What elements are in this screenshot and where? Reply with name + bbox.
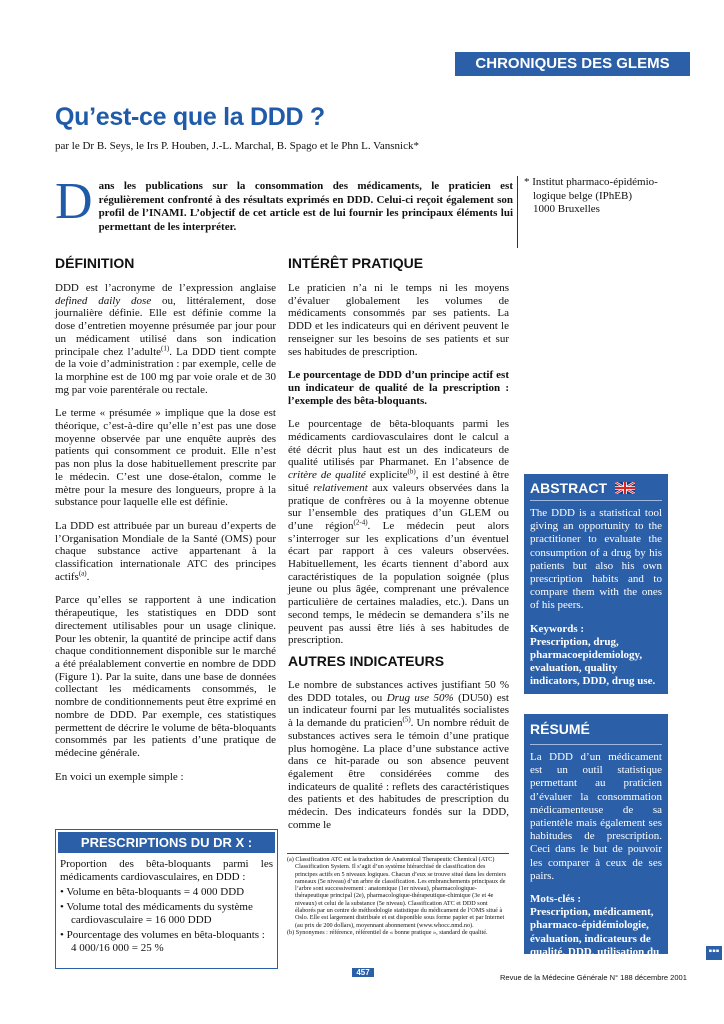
affiliation-line: 1000 Bruxelles — [533, 203, 600, 215]
footnote-a: (a) Classification ATC est la traduction de Anatomical Therapeutic Chemical (ATC) Classification System. Il s’agit d’un système hiérarchisé de classification des principes actifs en 5 niveaux logiques. Chacun d’eux se trouve situé dans les derniers rameaux (5e niveau) d’un arbre de classification. Les embranchements principaux de l’arbre sont successivement : anatomique (1er niveau), pharmacologique-thérapeutique principal (2e), pharmacologique-thérapeutique-chimique (3e et 4e niveaux) et celui de la substance (5e niveau). Classification ATC et DDD sont élaborés par un centre de méthodologie statistique du médicament de l’OMS situé à Oslo. Elle est largement distribuée et est disponible sous forme papier et par Internet (au prix de 200 dollars), moyennant abonnement (www.whocc.nmd.no). — [287, 856, 507, 929]
interet-paragraph: Le pourcentage de bêta-bloquants parmi les médicaments cardiovasculaires dont le calcul a été décrit plus haut est un des indicateurs de qualité utilisés par Pharmanet. En l’absence de critère de qualité explicite$^{(b)}$, il est destiné à être situé relativement aux valeurs observées dans la pratique de confrères ou à la moyenne obtenue sur l’ensemble des pratiques d’un GLEM ou d’une région$^{(2-4)}$. Le médecin peut alors s’interroger sur les explications d’un éventuel écart par rapport à ces valeurs observées. Habituellement, les écarts tiennent d’abord aux caractéristiques de la population soignée (plus jeune ou plus âgée, comprenant une prévalence particulière de certaines maladies, etc.). Dans un second temps, le médecin se demandera s’ils ne peuvent pas aussi être liés à ses habitudes de prescription. — [288, 418, 509, 647]
definition-paragraph: Parce qu’elles se rapportent à une indication thérapeutique, les statistiques en DDD sont directement utilisables pour un usage clinique. Pour les obtenir, la quantité de principe actif dans chaque conditionnement disponible sur le marché a été préalablement convertie en nombre de DDD (Figure 1). Par la suite, dans une base de données collectant les médicaments consommés, le nombre de conditionnements peut être exprimé en nombre de DDD. Par exemple, ces statistiques permettent de décrire le volume de bêta-bloquants consommés par les patients d’une pratique de médecine générale. — [55, 594, 276, 759]
drop-cap: D — [55, 173, 93, 230]
resume-panel — [524, 714, 668, 972]
prescriptions-item: • Volume total des médicaments du système cardiovasculaire = 16 000 DDD — [60, 901, 253, 926]
article-title: Qu’est-ce que la DDD ? — [55, 103, 325, 131]
abstract-keywords: Prescription, drug, pharmacoepidemiology, evaluation, quality indicators, DDD, drug use. — [530, 635, 656, 688]
definition-paragraph: La DDD est attribuée par un bureau d’experts de l’Organisation Mondiale de la Santé (OMS) pour chaque substance active appartenant à la classification internationale ATC des principes actifs$^{(a)}$. — [55, 519, 276, 583]
heading-definition: DÉFINITION — [55, 255, 135, 271]
prescriptions-box-title: PRESCRIPTIONS DU DR X : — [58, 832, 275, 853]
affiliation-marker: * — [524, 176, 530, 188]
resume-keywords: Prescription, médicament, pharmaco-épidémiologie, évaluation, indicateurs de qualité, DDD, utilisation du médicament. — [530, 906, 660, 972]
uk-flag-icon — [615, 482, 635, 494]
affiliation-line: Institut pharmaco-épidémio-logique belge (IPhEB) — [532, 176, 658, 202]
autres-column — [288, 679, 509, 842]
footnotes — [287, 856, 509, 936]
footnote-rule — [287, 853, 509, 854]
heading-interet-pratique: INTÉRÊT PRATIQUE — [288, 255, 424, 271]
journal-reference: Revue de la Médecine Générale N° 188 décembre 2001 — [500, 973, 687, 982]
prescriptions-box — [55, 829, 278, 969]
interet-highlight: Le pourcentage de DDD d’un principe actif est un indicateur de qualité de la prescription : l’exemple des bêta-bloquants. — [288, 369, 509, 407]
abstract-heading: ABSTRACT — [530, 480, 607, 496]
abstract-keywords-label: Keywords : — [530, 622, 585, 635]
article-intro — [55, 173, 513, 234]
prescriptions-item: • Volume en bêta-bloquants = 4 000 DDD — [60, 886, 245, 898]
definition-paragraph: En voici un exemple simple : — [55, 770, 184, 783]
prescriptions-item: • Pourcentage des volumes en bêta-bloquants : 4 000/16 000 = 25 % — [60, 929, 265, 954]
autres-paragraph: Le nombre de substances actives justifiant 50 % des DDD totales, ou Drug use 50% (DU50) est un indicateur fourni par les mutualités socialistes à la demande du praticien$^{(5)}$. Un nombre réduit de substances actives sera le témoin d’une pratique plus homogène. La place d’une substance active dans ce hit-parade ou son absence peuvent également être considérées comme des indicateurs de qualité : reflets des caractéristiques des patients et des habitudes de prescription du médecin. Des indicateurs fondés sur la DDD, comme le — [288, 679, 509, 831]
continue-marker: ▪▪▪ — [706, 946, 722, 960]
abstract-text: The DDD is a statistical tool giving an opportunity to the practitioner to evaluate the consumption of a drug by his patients but also his own prescription habits and to compare them with the ones of his peers. — [530, 507, 662, 612]
definition-paragraph: Le terme « présumée » implique que la dose est théorique, c’est-à-dire qu’elle n’est pas une dose moyenne observée par une enquête auprès des patients qui consomment ce produit. Elle n’est pas non plus la dose habituellement prescrite par le médecin. C’est une dose-étalon, comme le mètre pour la mesure des longueurs, propre à la substance pour laquelle elle est définie. — [55, 407, 276, 509]
resume-keywords-label: Mots-clés : — [530, 893, 582, 906]
prescriptions-intro: Proportion des bêta-bloquants parmi les médicaments cardiovasculaires, en DDD : — [60, 858, 273, 883]
heading-autres-indicateurs: AUTRES INDICATEURS — [288, 653, 445, 669]
interet-paragraph: Le praticien n’a ni le temps ni les moyens d’évaluer globalement les volumes de médicaments consommés par ses patients. La DDD et les indicateurs qui en dérivent peuvent le renseigner sur les besoins de ses patients et sur ses habitudes de prescription. — [288, 282, 509, 358]
interet-column — [288, 282, 509, 658]
footnote-b: (b) Synonymes : référence, référentiel de « bonne pratique », standard de qualité. — [287, 928, 488, 936]
page-number: 457 — [352, 968, 374, 977]
section-banner: CHRONIQUES DES GLEMS — [455, 52, 690, 76]
affiliation — [524, 176, 674, 217]
definition-paragraph: DDD est l’acronyme de l’expression anglaise defined daily dose ou, littéralement, dose journalière définie. Elle est définie comme la dose d’entretien moyenne présumée par jour pour un médicament utilisé dans son indication principale chez l’adulte$^{(1)}$. La DDD tient compte de la voie d’administration : par exemple, celle de la morphine est de 100 mg par voie orale et de 30 mg par voie parentérale ou rectale. — [55, 282, 276, 396]
affiliation-divider — [517, 176, 518, 248]
intro-text: ans les publications sur la consommation des médicaments, le praticien est régulièrement confronté à des résultats exprimés en DDD. Celui-ci reçoit également son profil de l’INAMI. L’objectif de cet article est de lui fournir les principaux éléments lui permettant de les interpréter. — [98, 180, 513, 233]
definition-column — [55, 282, 276, 794]
abstract-panel — [524, 474, 668, 694]
resume-text: La DDD d’un médicament est un outil statistique permettant au praticien d’évaluer la consommation médicamenteuse de sa patientèle mais également ses habitudes de prescription. Ceci dans le but de pouvoir les comparer à ceux de ses pairs. — [530, 751, 662, 882]
article-authors: par le Dr B. Seys, le Irs P. Houben, J.-L. Marchal, B. Spago et le Phn L. Vansnick* — [55, 140, 419, 152]
resume-heading: RÉSUMÉ — [530, 721, 590, 737]
